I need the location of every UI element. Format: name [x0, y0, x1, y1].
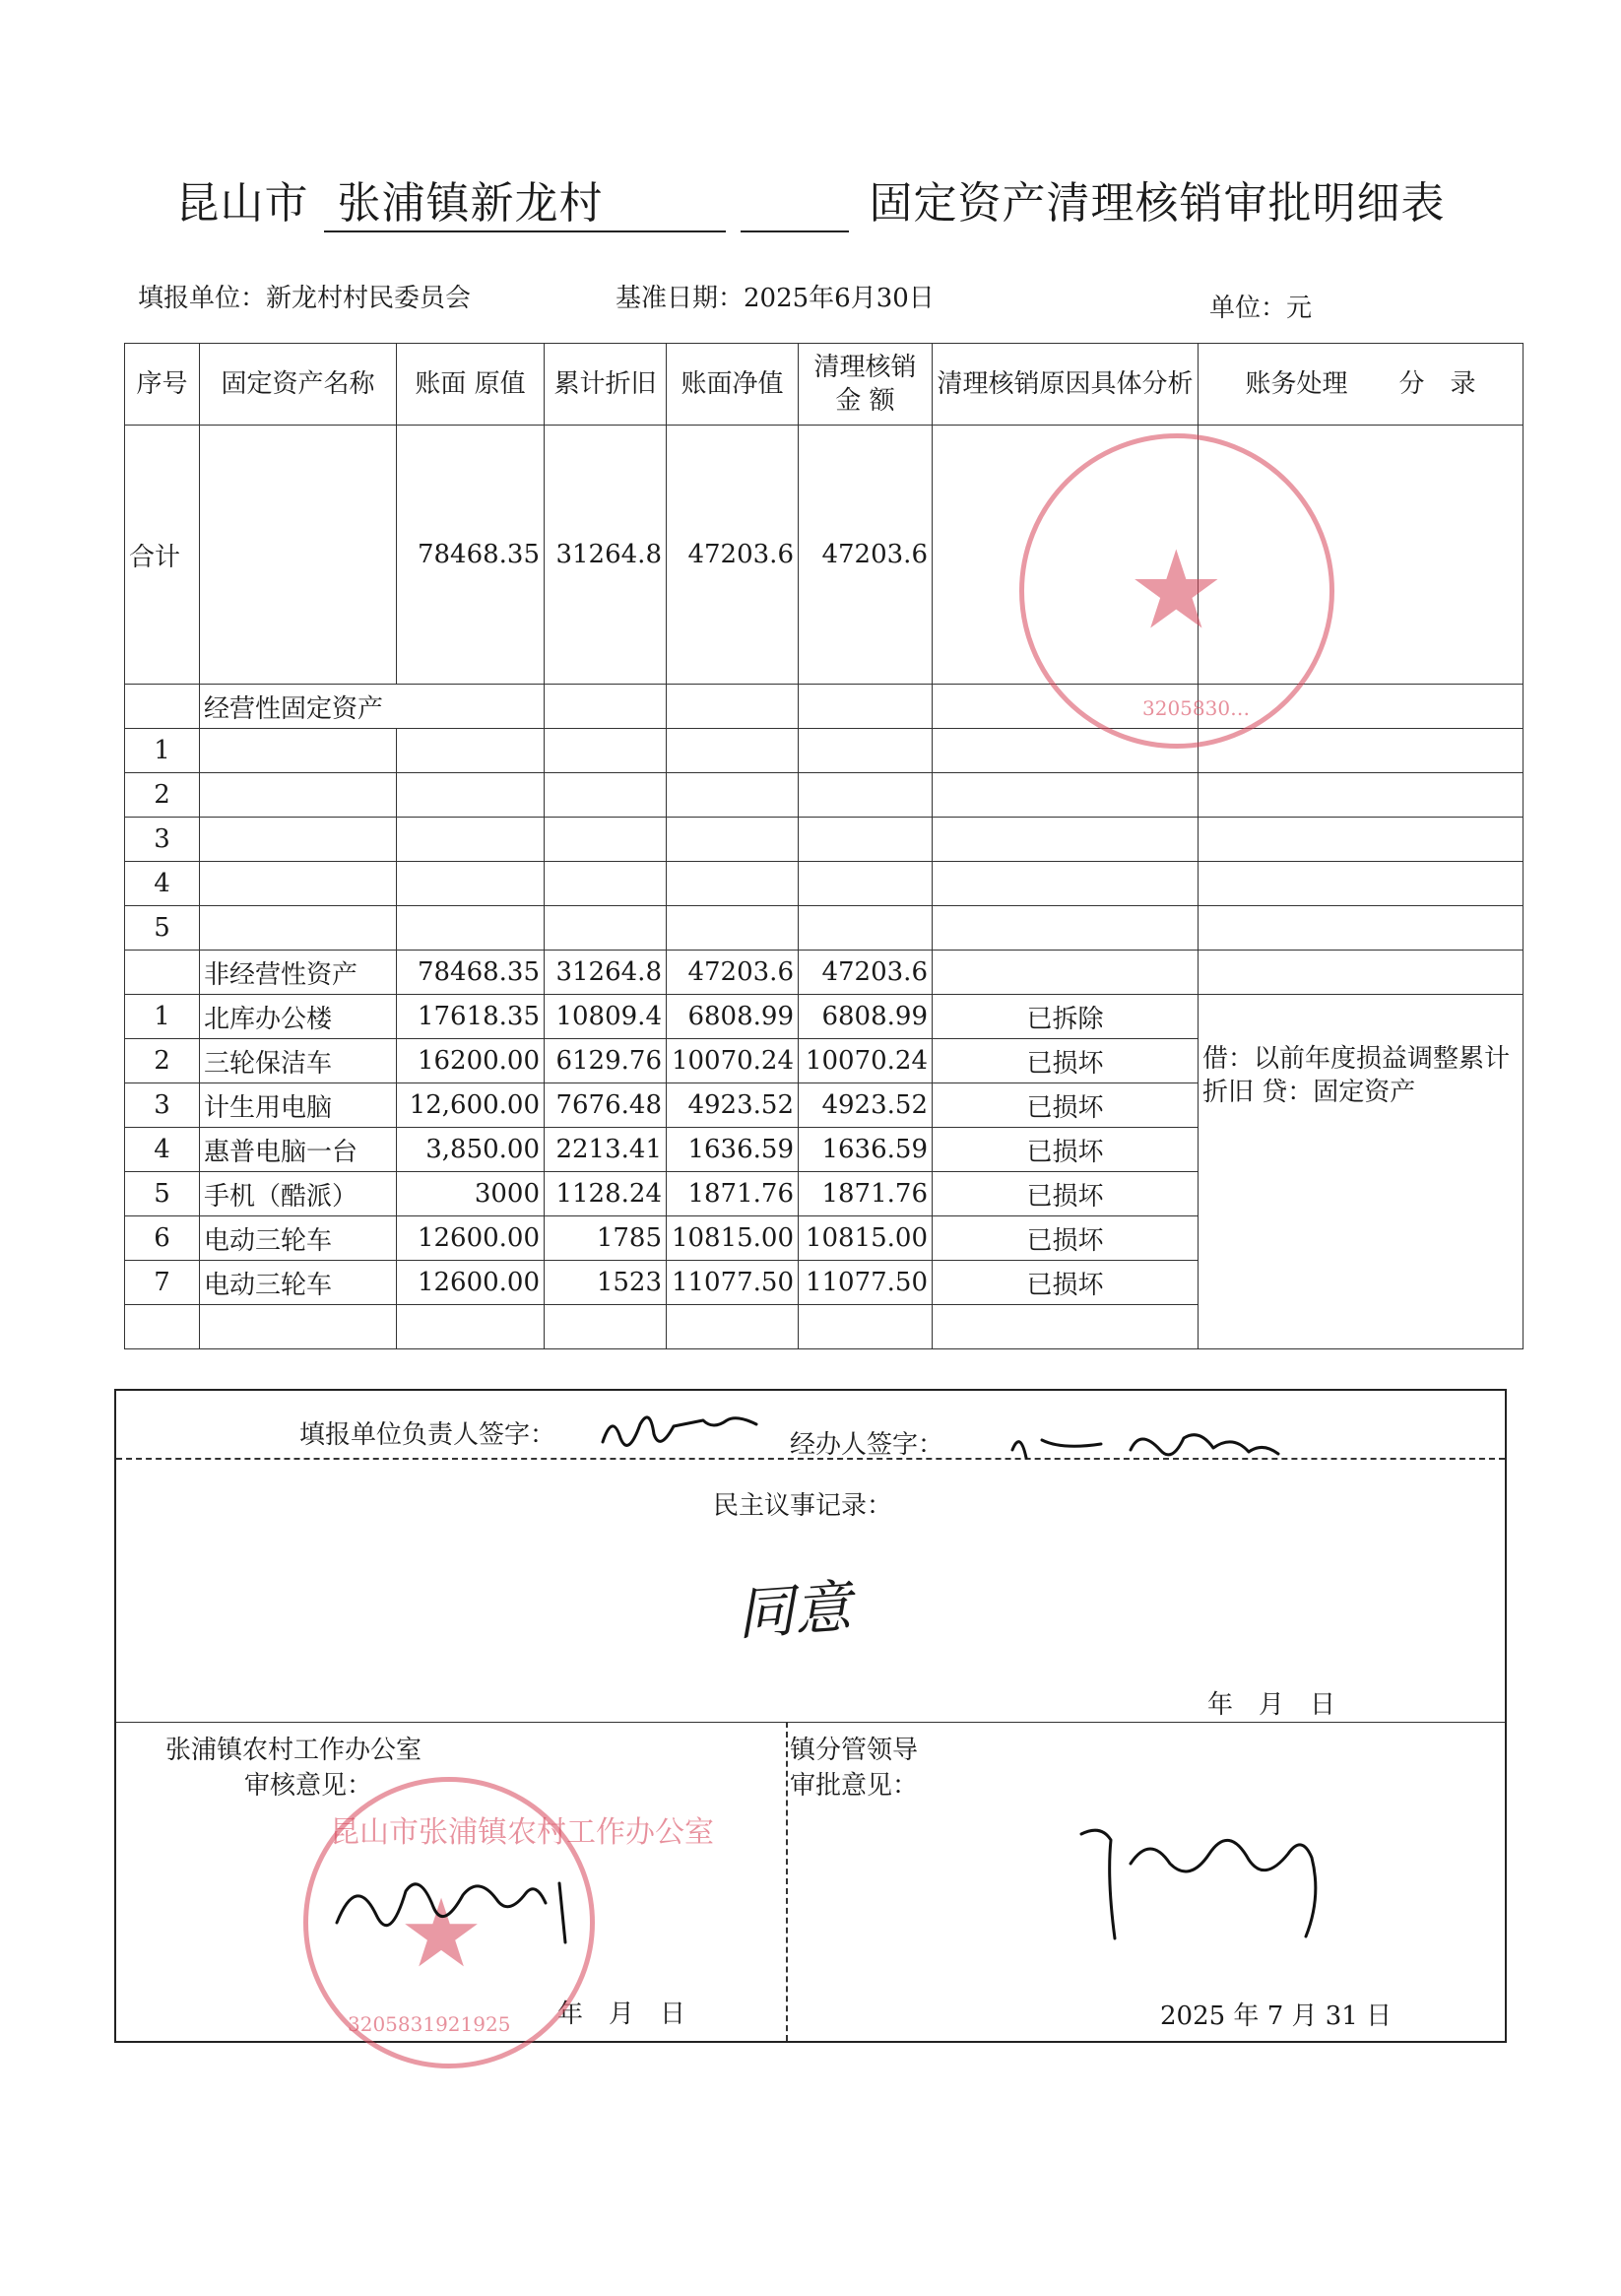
header-posting: 账务处理 分 录	[1199, 344, 1524, 426]
title-underline	[741, 191, 849, 232]
divider	[116, 1722, 1505, 1723]
currency-unit: 单位：元	[1209, 294, 1313, 323]
office-date: 年 月 日	[557, 2000, 686, 2029]
nonoperating-original: 78468.35	[397, 951, 545, 995]
leader-opinion-label: 审批意见：	[790, 1771, 919, 1801]
operating-section-row	[125, 685, 1524, 729]
table-header	[125, 344, 1524, 426]
office-signature	[323, 1854, 599, 1962]
village-committee-stamp	[1019, 433, 1334, 749]
operating-row: 3	[125, 818, 1524, 862]
total-writeoff: 47203.6	[799, 426, 933, 685]
table-row: 4 惠普电脑一台 3,850.00 2213.41 1636.59 1636.59 已损坏	[125, 1128, 1524, 1172]
reporting-unit: 填报单位：新龙村村民委员会	[138, 284, 472, 313]
document-title	[0, 167, 1621, 232]
operating-row: 1	[125, 729, 1524, 773]
leader-sign-label: 填报单位负责人签字：	[299, 1420, 556, 1450]
handler-signature	[1003, 1420, 1347, 1470]
office-stamp-star-icon: ★	[399, 1878, 485, 1989]
nonoperating-section-row	[125, 951, 1524, 995]
table-row: 6 电动三轮车 12600.00 1785 10815.00 10815.00 已损坏	[125, 1216, 1524, 1261]
total-net: 47203.6	[667, 426, 799, 685]
village-stamp-code: 3205830…	[1142, 696, 1251, 720]
table-row: 7 电动三轮车 12600.00 1523 11077.50 11077.50 已损坏	[125, 1261, 1524, 1305]
meeting-date: 年 月 日	[1207, 1690, 1336, 1720]
total-original: 78468.35	[397, 426, 545, 685]
title-prefix: 昆山市	[175, 178, 309, 229]
nonoperating-net: 47203.6	[667, 951, 799, 995]
table-row: 1 北库办公楼 17618.35 10809.4 6808.99 6808.99 已拆除 借：以前年度损益调整累计折旧 贷：固定资产	[125, 995, 1524, 1039]
operating-row: 2	[125, 773, 1524, 818]
leader-signature	[595, 1403, 792, 1462]
handler-sign-label: 经办人签字：	[790, 1430, 944, 1460]
operating-row: 4	[125, 862, 1524, 906]
office-opinion-label: 审核意见：	[244, 1771, 373, 1801]
leader-date: 2025 年 7 月 31 日	[1160, 2001, 1393, 2031]
nonoperating-writeoff: 47203.6	[799, 951, 933, 995]
nonoperating-label: 非经营性资产	[200, 951, 397, 995]
office-stamp-code: 3205831921925	[348, 2012, 511, 2036]
header-original: 账面 原值	[397, 344, 545, 426]
title-suffix: 固定资产清理核销审批明细表	[869, 178, 1446, 229]
nonoperating-depreciation: 31264.8	[545, 951, 667, 995]
title-village: 张浦镇新龙村	[324, 167, 726, 232]
approver-signature	[1062, 1804, 1357, 1982]
leader-title: 镇分管领导	[790, 1736, 919, 1765]
header-depreciation: 累计折旧	[545, 344, 667, 426]
table-row: 3 计生用电脑 12,600.00 7676.48 4923.52 4923.52 已损坏	[125, 1083, 1524, 1128]
stamp-star-icon: ★	[1128, 527, 1225, 653]
meeting-content: 同意	[735, 1573, 854, 1648]
posting-entry: 借：以前年度损益调整累计折旧 贷：固定资产	[1199, 995, 1524, 1349]
meeting-record-label: 民主议事记录：	[713, 1491, 893, 1521]
office-stamp-name: 昆山市张浦镇农村工作办公室	[330, 1815, 714, 1850]
header-net: 账面净值	[667, 344, 799, 426]
total-depreciation: 31264.8	[545, 426, 667, 685]
base-date: 基准日期：2025年6月30日	[616, 284, 935, 313]
operating-row: 5	[125, 906, 1524, 951]
header-no: 序号	[125, 344, 200, 426]
total-label: 合计	[125, 426, 200, 685]
vertical-divider	[786, 1722, 788, 2041]
office-name: 张浦镇农村工作办公室	[165, 1736, 422, 1765]
table-row: 2 三轮保洁车 16200.00 6129.76 10070.24 10070.24 已损坏	[125, 1039, 1524, 1083]
asset-table	[124, 343, 1524, 1349]
table-row: 5 手机（酷派） 3000 1128.24 1871.76 1871.76 已损坏	[125, 1172, 1524, 1216]
operating-label: 经营性固定资产	[200, 685, 545, 729]
header-reason: 清理核销原因具体分析	[933, 344, 1199, 426]
header-name: 固定资产名称	[200, 344, 397, 426]
total-name	[200, 426, 397, 685]
header-writeoff: 清理核销金 额	[799, 344, 933, 426]
approval-section	[114, 1389, 1507, 2043]
